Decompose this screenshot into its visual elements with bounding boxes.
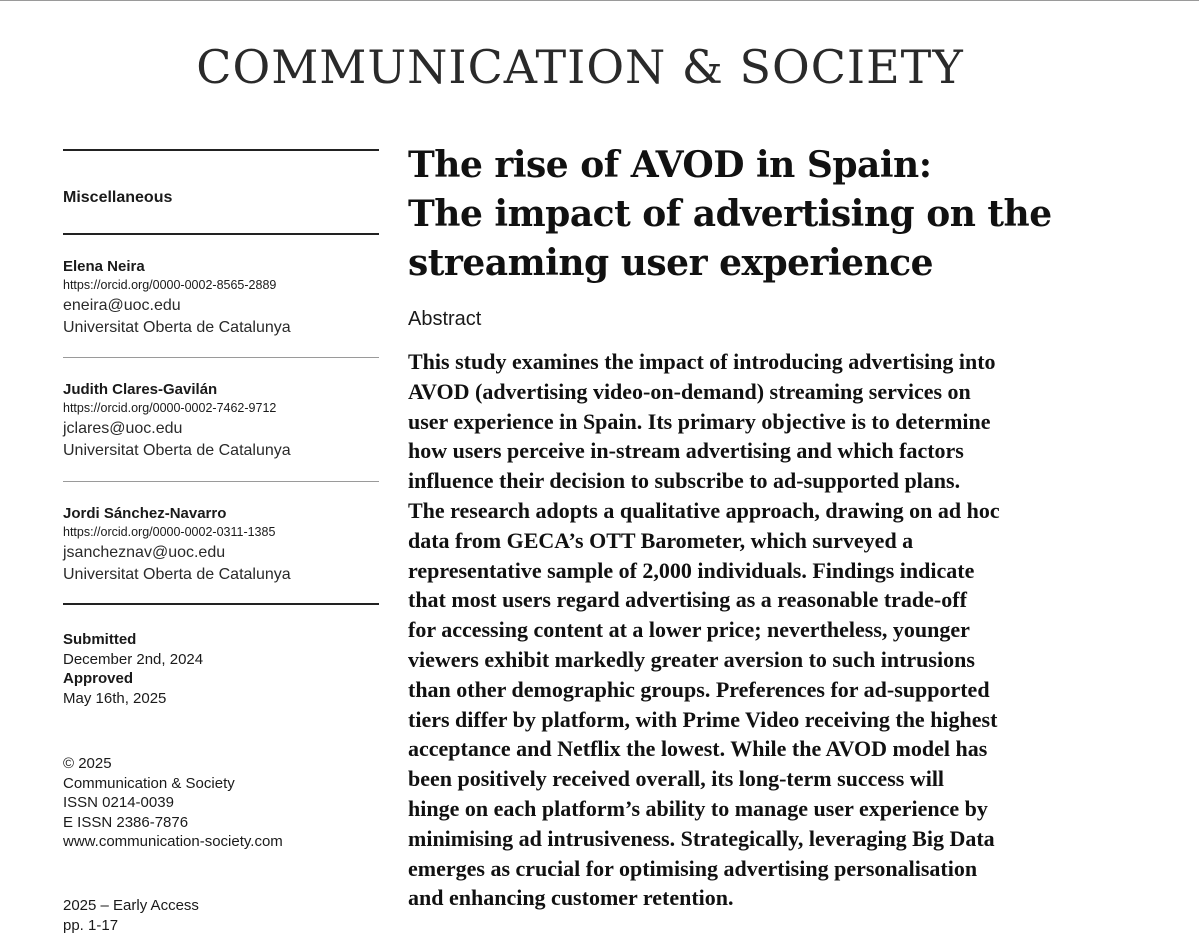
- author-divider: [63, 481, 379, 482]
- author-block: [63, 504, 379, 586]
- abstract-line: representative sample of 2,000 individuals. Findings indicate: [408, 557, 975, 583]
- approved-date: May 16th, 2025: [63, 689, 167, 707]
- abstract-line: influence their decision to subscribe to ad-supported plans.: [408, 468, 961, 494]
- author-affiliation: Universitat Oberta de Catalunya: [63, 442, 291, 459]
- abstract-line: that most users regard advertising as a reasonable trade-off: [408, 587, 967, 613]
- author-block: [63, 257, 379, 339]
- submitted-date: December 2nd, 2024: [63, 650, 204, 668]
- copyright-year: © 2025: [63, 755, 112, 772]
- publisher-name: Communication & Society: [63, 774, 235, 792]
- author-name: Elena Neira: [63, 258, 145, 275]
- abstract-line: viewers exhibit markedly greater aversion to such intrusions: [408, 646, 975, 672]
- author-affiliation: Universitat Oberta de Catalunya: [63, 319, 291, 336]
- submitted-label: Submitted: [63, 631, 137, 648]
- author-email-link[interactable]: jclares@uoc.edu: [63, 420, 183, 437]
- author-email-link[interactable]: jsancheznav@uoc.edu: [63, 544, 226, 561]
- abstract-line: acceptance and Netflix the lowest. While the AVOD model has: [408, 736, 988, 762]
- abstract-line: been positively received overall, its long-term success will: [408, 766, 945, 792]
- abstract-line: hinge on each platform’s ability to manage user experience by: [408, 795, 988, 821]
- abstract-line: emerges as crucial for optimising advertising personalisation: [408, 855, 978, 881]
- abstract-heading: Abstract: [408, 308, 482, 330]
- article-title: [408, 141, 1168, 288]
- author-name: Jordi Sánchez-Navarro: [63, 505, 227, 522]
- abstract-line: The research adopts a qualitative approach, drawing on ad hoc: [408, 497, 1000, 523]
- page-top-border: [0, 0, 1199, 1]
- author-divider: [63, 357, 379, 358]
- author-orcid-link[interactable]: https://orcid.org/0000-0002-0311-1385: [63, 525, 276, 539]
- abstract-line: This study examines the impact of introducing advertising into: [408, 349, 996, 374]
- sidebar-rule-section: [63, 233, 379, 235]
- article-title-line: The rise of AVOD in Spain:: [408, 144, 932, 186]
- copyright-block: [63, 754, 379, 852]
- sidebar-rule-authors-end: [63, 603, 379, 605]
- author-block: [63, 380, 379, 462]
- approved-label: Approved: [63, 670, 134, 687]
- abstract-line: than other demographic groups. Preferences for ad-supported: [408, 676, 990, 702]
- author-orcid-link[interactable]: https://orcid.org/0000-0002-7462-9712: [63, 401, 277, 415]
- article-title-line: streaming user experience: [408, 242, 934, 284]
- abstract-line: data from GECA’s OTT Barometer, which surveyed a: [408, 527, 914, 553]
- issue-status: 2025 – Early Access: [63, 897, 199, 914]
- journal-website-link[interactable]: www.communication-society.com: [63, 833, 283, 850]
- eissn: E ISSN 2386-7876: [63, 813, 189, 831]
- sidebar-rule-top: [63, 149, 379, 151]
- abstract-line: tiers differ by platform, with Prime Video receiving the highest: [408, 706, 998, 732]
- abstract-line: for accessing content at a lower price; nevertheless, younger: [408, 617, 970, 643]
- abstract-body: [408, 347, 1168, 913]
- page-range: pp. 1-17: [63, 916, 119, 934]
- abstract-line: how users perceive in-stream advertising and which factors: [408, 438, 964, 464]
- issue-info: [63, 896, 379, 935]
- abstract-line: user experience in Spain. Its primary objective is to determine: [408, 408, 991, 434]
- article-title-line: The impact of advertising on the: [408, 193, 1052, 235]
- abstract-line: and enhancing customer retention.: [408, 885, 734, 911]
- author-email-link[interactable]: eneira@uoc.edu: [63, 297, 181, 314]
- section-label: Miscellaneous: [63, 189, 173, 206]
- author-affiliation: Universitat Oberta de Catalunya: [63, 566, 291, 583]
- journal-title: COMMUNICATION & SOCIETY: [196, 40, 964, 94]
- abstract-line: minimising ad intrusiveness. Strategically, leveraging Big Data: [408, 825, 995, 851]
- abstract-line: AVOD (advertising video-on-demand) streaming services on: [408, 378, 971, 404]
- submission-dates: [63, 630, 379, 708]
- issn: ISSN 0214-0039: [63, 794, 174, 811]
- author-orcid-link[interactable]: https://orcid.org/0000-0002-8565-2889: [63, 278, 277, 292]
- author-name: Judith Clares-Gavilán: [63, 381, 218, 398]
